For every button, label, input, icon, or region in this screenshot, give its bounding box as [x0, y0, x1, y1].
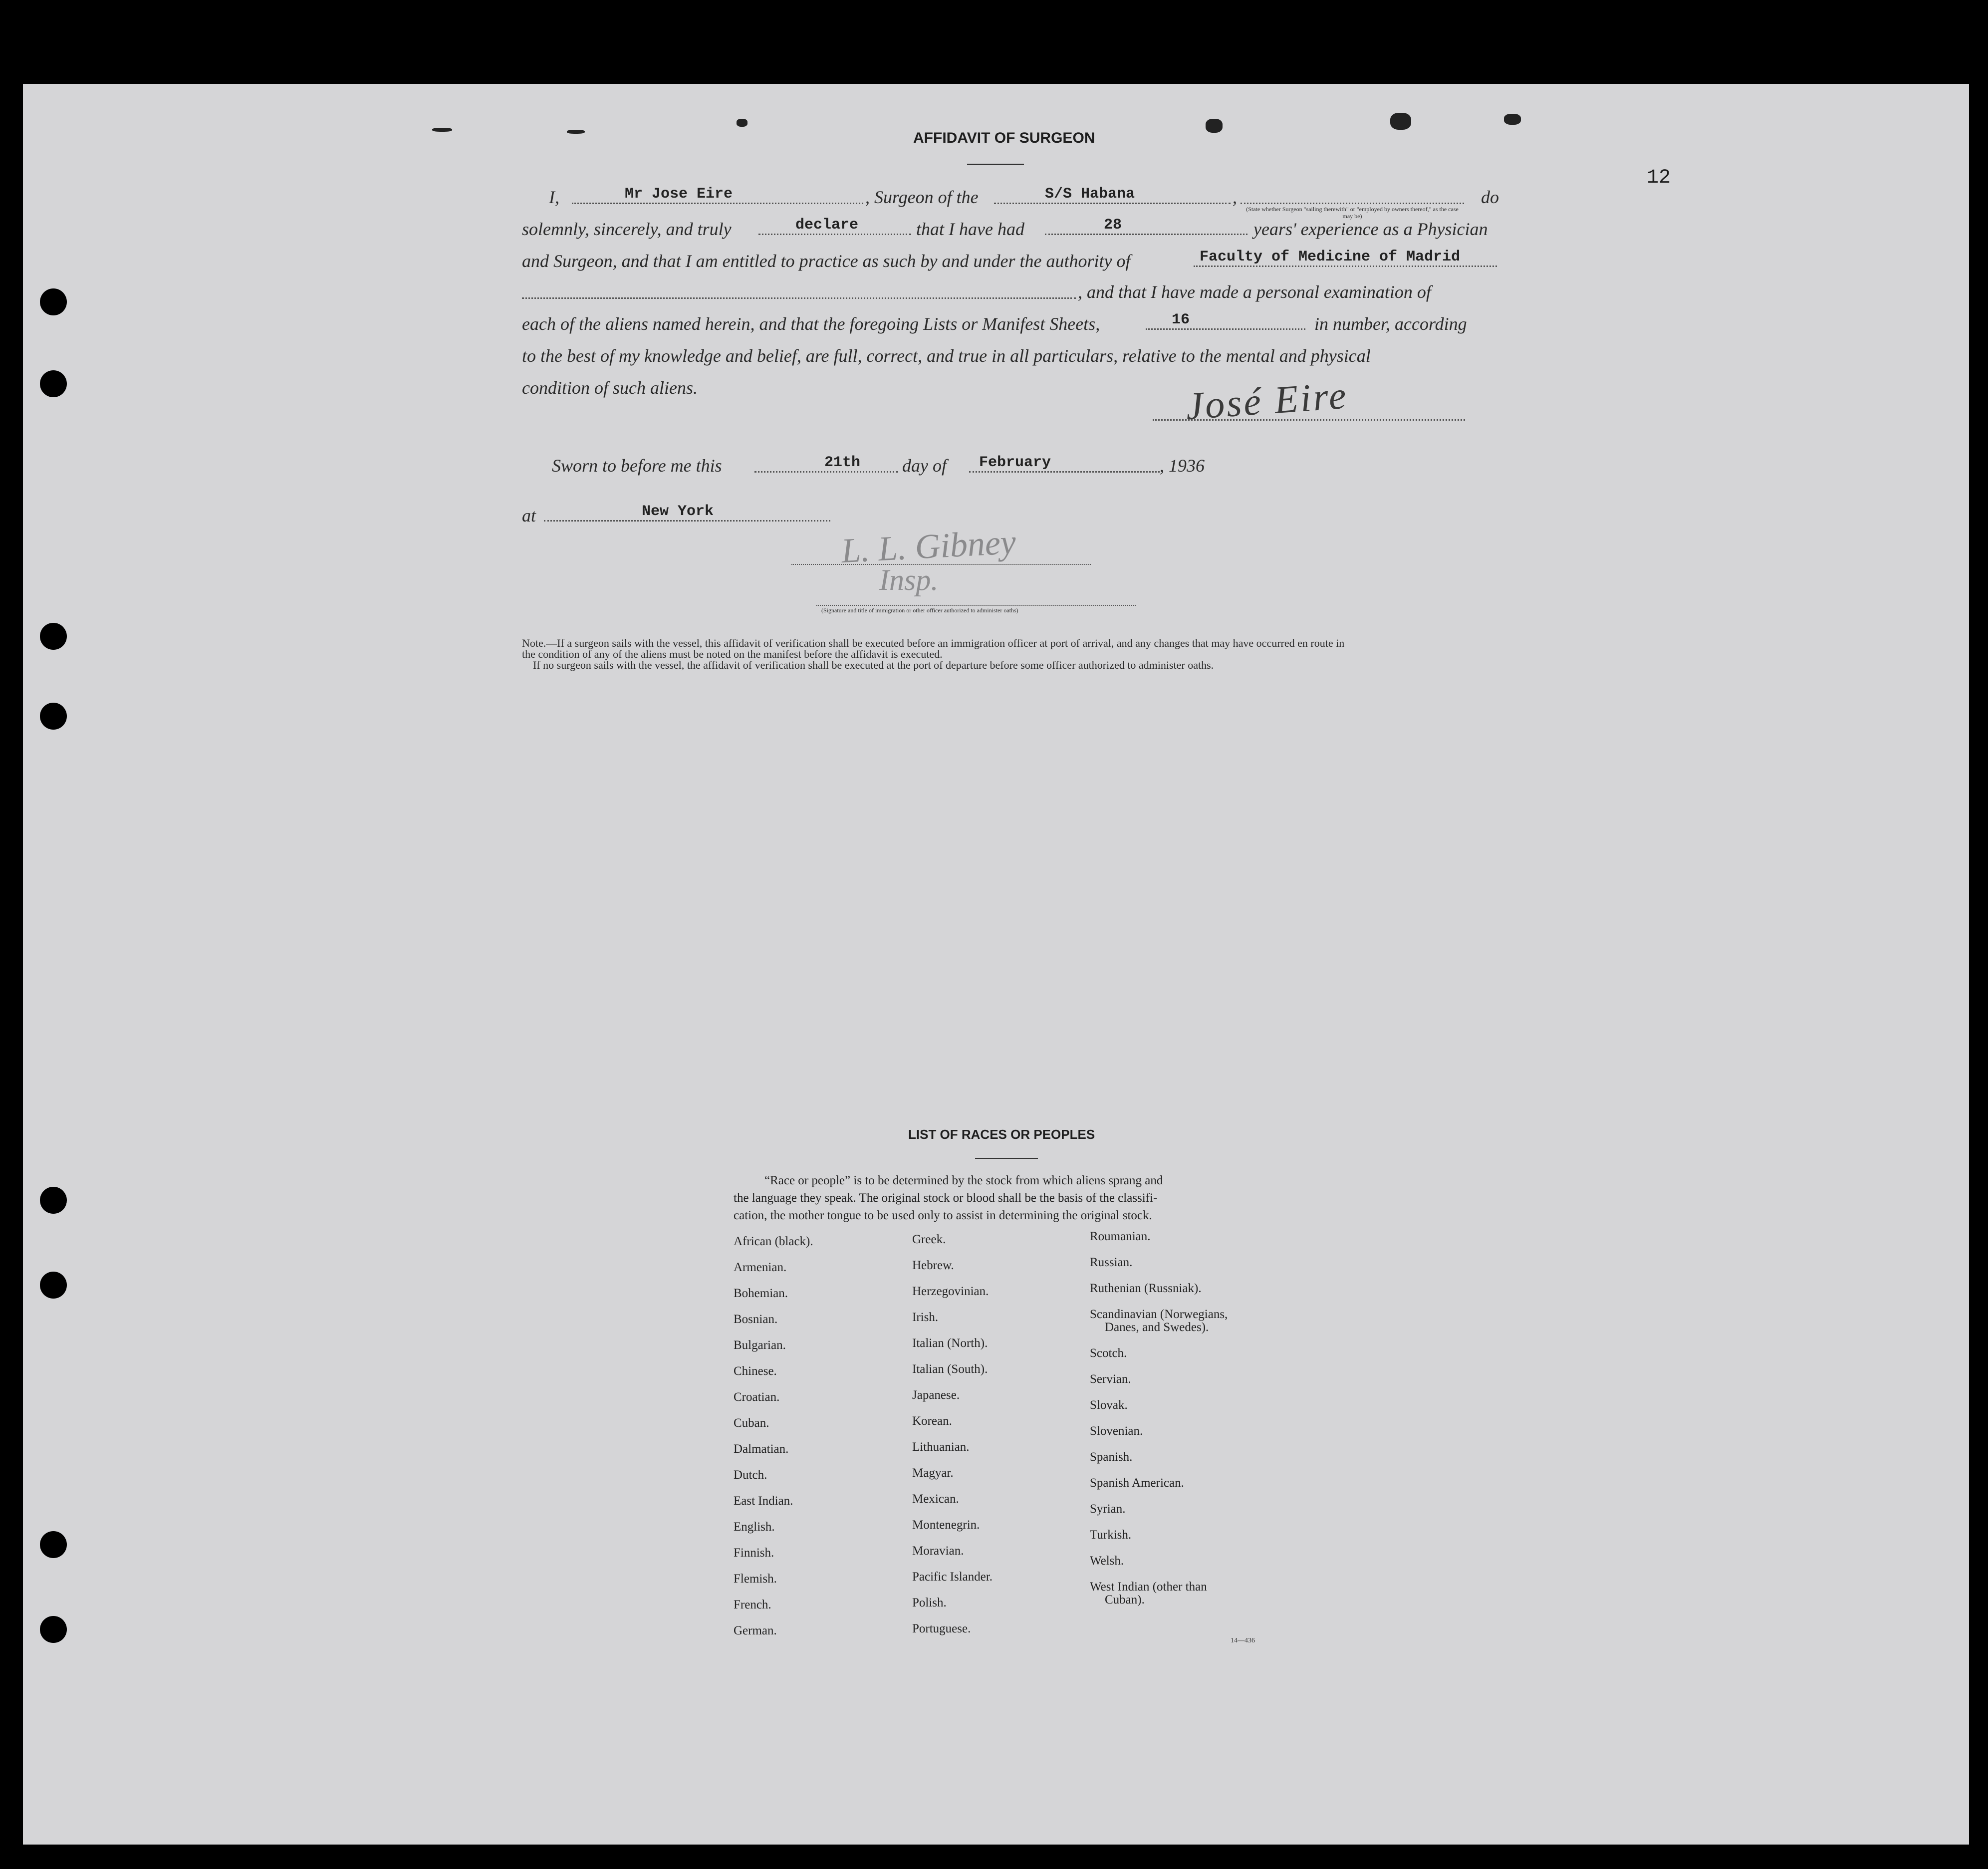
place-field-line	[544, 520, 830, 522]
line2-pre: solemnly, sincerely, and truly	[522, 219, 732, 239]
list-item: Bosnian.	[734, 1313, 778, 1326]
list-item: Lithuanian.	[912, 1440, 970, 1454]
document-page	[23, 84, 1969, 1845]
list-item: Dalmatian.	[734, 1442, 789, 1456]
races-title-underline	[975, 1158, 1038, 1159]
note-line-2: the condition of any of the aliens must be noted on the manifest before the affidavit is executed.	[522, 648, 943, 660]
list-item: Montenegrin.	[912, 1518, 980, 1532]
races-column-3	[1090, 1230, 1228, 1606]
races-column-1	[734, 1235, 813, 1650]
list-item: African (black).	[734, 1235, 813, 1248]
list-item: Croatian.	[734, 1390, 780, 1404]
list-item: Welsh.	[1090, 1554, 1124, 1568]
surgeon-name: Mr Jose Eire	[625, 186, 733, 203]
note-line-1: Note.—If a surgeon sails with the vessel, this affidavit of verification shall be executed before an immigration officer at port of arrival, and any changes that may have occurred en route in	[522, 637, 1345, 649]
sworn-month: February	[979, 454, 1051, 471]
punch-hole	[40, 1272, 67, 1299]
declare-value: declare	[795, 217, 859, 234]
list-item: Italian (North).	[912, 1336, 988, 1350]
day-field-line	[754, 471, 898, 473]
line6: to the best of my knowledge and belief, are full, correct, and true in all particulars, relative to the mental and physical	[522, 346, 1371, 366]
sworn-year: , 1936	[1160, 456, 1205, 476]
list-item: Korean.	[912, 1414, 952, 1428]
list-item: Syrian.	[1090, 1502, 1126, 1516]
list-item: West Indian (other than	[1090, 1580, 1207, 1594]
line1-pre: I,	[549, 187, 559, 207]
sworn-place: New York	[642, 503, 714, 520]
years-value: 28	[1104, 217, 1122, 234]
officer-title-line	[816, 605, 1136, 606]
ink-speck	[1390, 113, 1411, 130]
signature-caption: (Signature and title of immigration or other officer authorized to administer oaths)	[821, 607, 1018, 614]
capacity-field-line	[1241, 203, 1464, 204]
line1-comma: ,	[1233, 187, 1237, 207]
list-item: German.	[734, 1624, 777, 1637]
list-item: English.	[734, 1520, 775, 1534]
list-item: Turkish.	[1090, 1528, 1132, 1542]
list-item: Moravian.	[912, 1544, 964, 1558]
ink-speck	[432, 128, 452, 132]
list-item: Greek.	[912, 1233, 946, 1246]
line1-end: do	[1481, 187, 1499, 207]
ink-speck	[737, 119, 747, 127]
sworn-pre: Sworn to before me this	[552, 456, 722, 476]
list-item: East Indian.	[734, 1494, 793, 1508]
line5-end: in number, according	[1314, 314, 1467, 334]
note-line-3: If no surgeon sails with the vessel, the affidavit of verification shall be executed at the port of departure before some officer authorized to administer oaths.	[533, 659, 1214, 671]
surgeon-signature: José Eire	[1184, 373, 1350, 428]
list-item: Portuguese.	[912, 1622, 971, 1635]
list-item: French.	[734, 1598, 771, 1611]
officer-signature-line	[791, 564, 1091, 565]
list-item: Magyar.	[912, 1466, 954, 1480]
punch-hole	[40, 288, 67, 315]
list-item: Mexican.	[912, 1492, 959, 1506]
sheets-value: 16	[1172, 311, 1190, 328]
list-item: Irish.	[912, 1311, 939, 1324]
list-item: Pacific Islander.	[912, 1570, 993, 1584]
authority-continuation-line	[522, 297, 1076, 299]
ink-speck	[1504, 114, 1521, 125]
punch-hole	[40, 370, 67, 397]
list-item: Spanish American.	[1090, 1476, 1184, 1490]
list-item: Scandinavian (Norwegians,	[1090, 1308, 1228, 1321]
intro-line-3: cation, the mother tongue to be used only to assist in determining the original stock.	[734, 1209, 1152, 1222]
list-item: Polish.	[912, 1596, 947, 1609]
races-column-2	[912, 1233, 993, 1648]
list-item: Chinese.	[734, 1364, 777, 1378]
list-item: Herzegovinian.	[912, 1285, 989, 1298]
list-item: Italian (South).	[912, 1362, 988, 1376]
sworn-day: 21th	[824, 454, 861, 471]
list-item: Dutch.	[734, 1468, 767, 1482]
list-item: Servian.	[1090, 1372, 1131, 1386]
vessel-field-line	[994, 203, 1231, 204]
list-item: Bohemian.	[734, 1287, 788, 1300]
list-item: Flemish.	[734, 1572, 777, 1586]
list-item: Finnish.	[734, 1546, 774, 1560]
line2-mid: that I have had	[916, 219, 1024, 239]
races-title: LIST OF RACES OR PEOPLES	[908, 1127, 1095, 1142]
officer-title: Insp.	[879, 563, 939, 596]
authority-value: Faculty of Medicine of Madrid	[1200, 249, 1461, 266]
intro-line-2: the language they speak. The original stock or blood shall be the basis of the classifi-	[734, 1191, 1158, 1205]
list-item-continuation: Cuban).	[1105, 1593, 1145, 1606]
list-item: Spanish.	[1090, 1450, 1133, 1464]
at-pre: at	[522, 506, 536, 526]
punch-hole	[40, 1531, 67, 1558]
list-item: Cuban.	[734, 1416, 769, 1430]
line7: condition of such aliens.	[522, 378, 698, 398]
list-item: Japanese.	[912, 1388, 960, 1402]
list-item: Russian.	[1090, 1256, 1133, 1269]
line4-end: , and that I have made a personal examination of	[1078, 282, 1431, 302]
authority-field-line	[1194, 266, 1497, 267]
vessel-name: S/S Habana	[1045, 186, 1135, 203]
punch-hole	[40, 623, 67, 650]
ink-speck	[567, 130, 585, 134]
officer-signature: L. L. Gibney	[840, 523, 1017, 571]
list-item: Ruthenian (Russniak).	[1090, 1282, 1202, 1295]
ink-speck	[1206, 119, 1223, 133]
punch-hole	[40, 1616, 67, 1643]
capacity-note: (State whether Surgeon "sailing therewith" or "employed by owners thereof," as the case may be)	[1246, 206, 1459, 220]
list-item: Scotch.	[1090, 1346, 1127, 1360]
title-underline	[967, 164, 1024, 165]
list-item: Slovak.	[1090, 1398, 1128, 1412]
list-item: Armenian.	[734, 1261, 787, 1274]
intro-line-1: “Race or people” is to be determined by the stock from which aliens sprang and	[764, 1174, 1163, 1187]
affidavit-title: AFFIDAVIT OF SURGEON	[913, 130, 1095, 146]
page-number: 12	[1647, 167, 1671, 189]
sworn-mid: day of	[902, 456, 947, 476]
races-intro	[734, 1172, 1262, 1224]
declare-field-line	[758, 234, 911, 235]
list-item-continuation: Danes, and Swedes).	[1105, 1321, 1209, 1334]
punch-hole	[40, 1187, 67, 1214]
years-field-line	[1045, 234, 1247, 235]
form-code: 14—436	[1231, 1637, 1255, 1644]
list-item: Slovenian.	[1090, 1424, 1143, 1438]
month-field-line	[969, 471, 1160, 473]
name-field-line	[572, 203, 863, 204]
list-item: Bulgarian.	[734, 1338, 786, 1352]
line2-end: years' experience as a Physician	[1253, 219, 1488, 239]
punch-hole	[40, 703, 67, 730]
sheets-field-line	[1146, 328, 1305, 330]
list-item: Roumanian.	[1090, 1230, 1151, 1243]
line1-mid: , Surgeon of the	[865, 187, 979, 207]
line3-pre: and Surgeon, and that I am entitled to practice as such by and under the authority of	[522, 251, 1131, 271]
line5-pre: each of the aliens named herein, and that the foregoing Lists or Manifest Sheets,	[522, 314, 1100, 334]
list-item: Hebrew.	[912, 1259, 954, 1272]
